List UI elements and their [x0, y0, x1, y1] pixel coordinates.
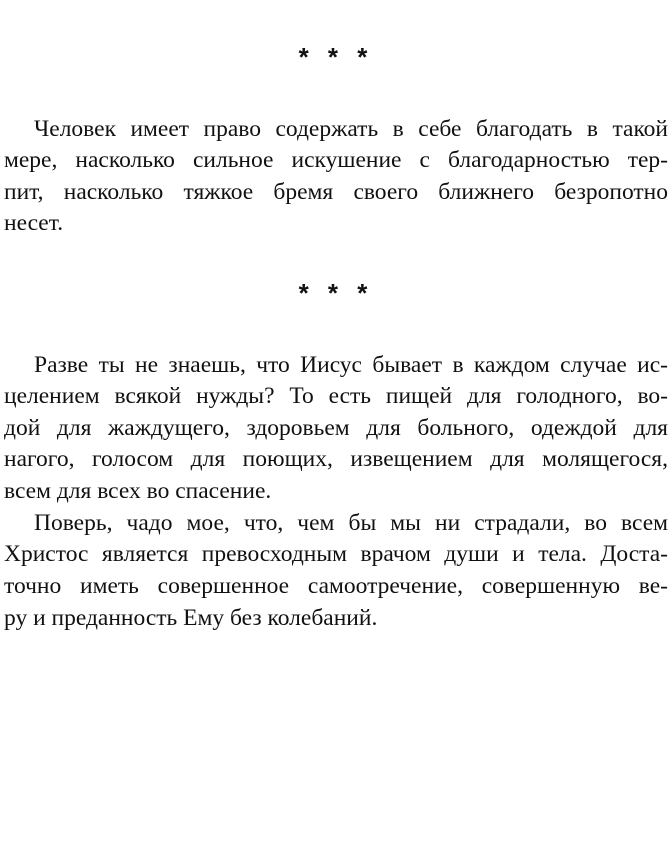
text-line: Поверь, чадо мое, что, чем бы мы ни страдали, во всем	[34, 510, 668, 536]
text-line: Разве ты не знаешь, что Иисус бывает в каждом случае ис-	[34, 352, 668, 378]
section-separator: * * *	[298, 42, 374, 72]
text-line: мере, насколько сильное искушение с благодарностью тер-	[4, 147, 668, 173]
text-line: точно иметь совершенное самоотречение, совершенную ве-	[4, 573, 668, 599]
text-line: нагого, голосом для поющих, извещением для молящегося,	[4, 446, 668, 472]
text-line: целением всякой нужды? То есть пищей для голодного, во-	[4, 383, 668, 409]
section-separator: * * *	[298, 278, 374, 308]
text-line: Человек имеет право содержать в себе благодать в такой	[34, 116, 668, 142]
text-line: всем для всех во спасение.	[4, 478, 272, 504]
text-line: ру и преданность Ему без колебаний.	[4, 605, 378, 631]
text-line: Христос является превосходным врачом души и тела. Доста-	[4, 541, 668, 567]
text-line: дой для жаждущего, здоровьем для больного, одеждой для	[4, 415, 668, 441]
text-line: пит, насколько тяжкое бремя своего ближнего безропотно	[4, 179, 668, 205]
text-line: несет.	[4, 210, 64, 236]
